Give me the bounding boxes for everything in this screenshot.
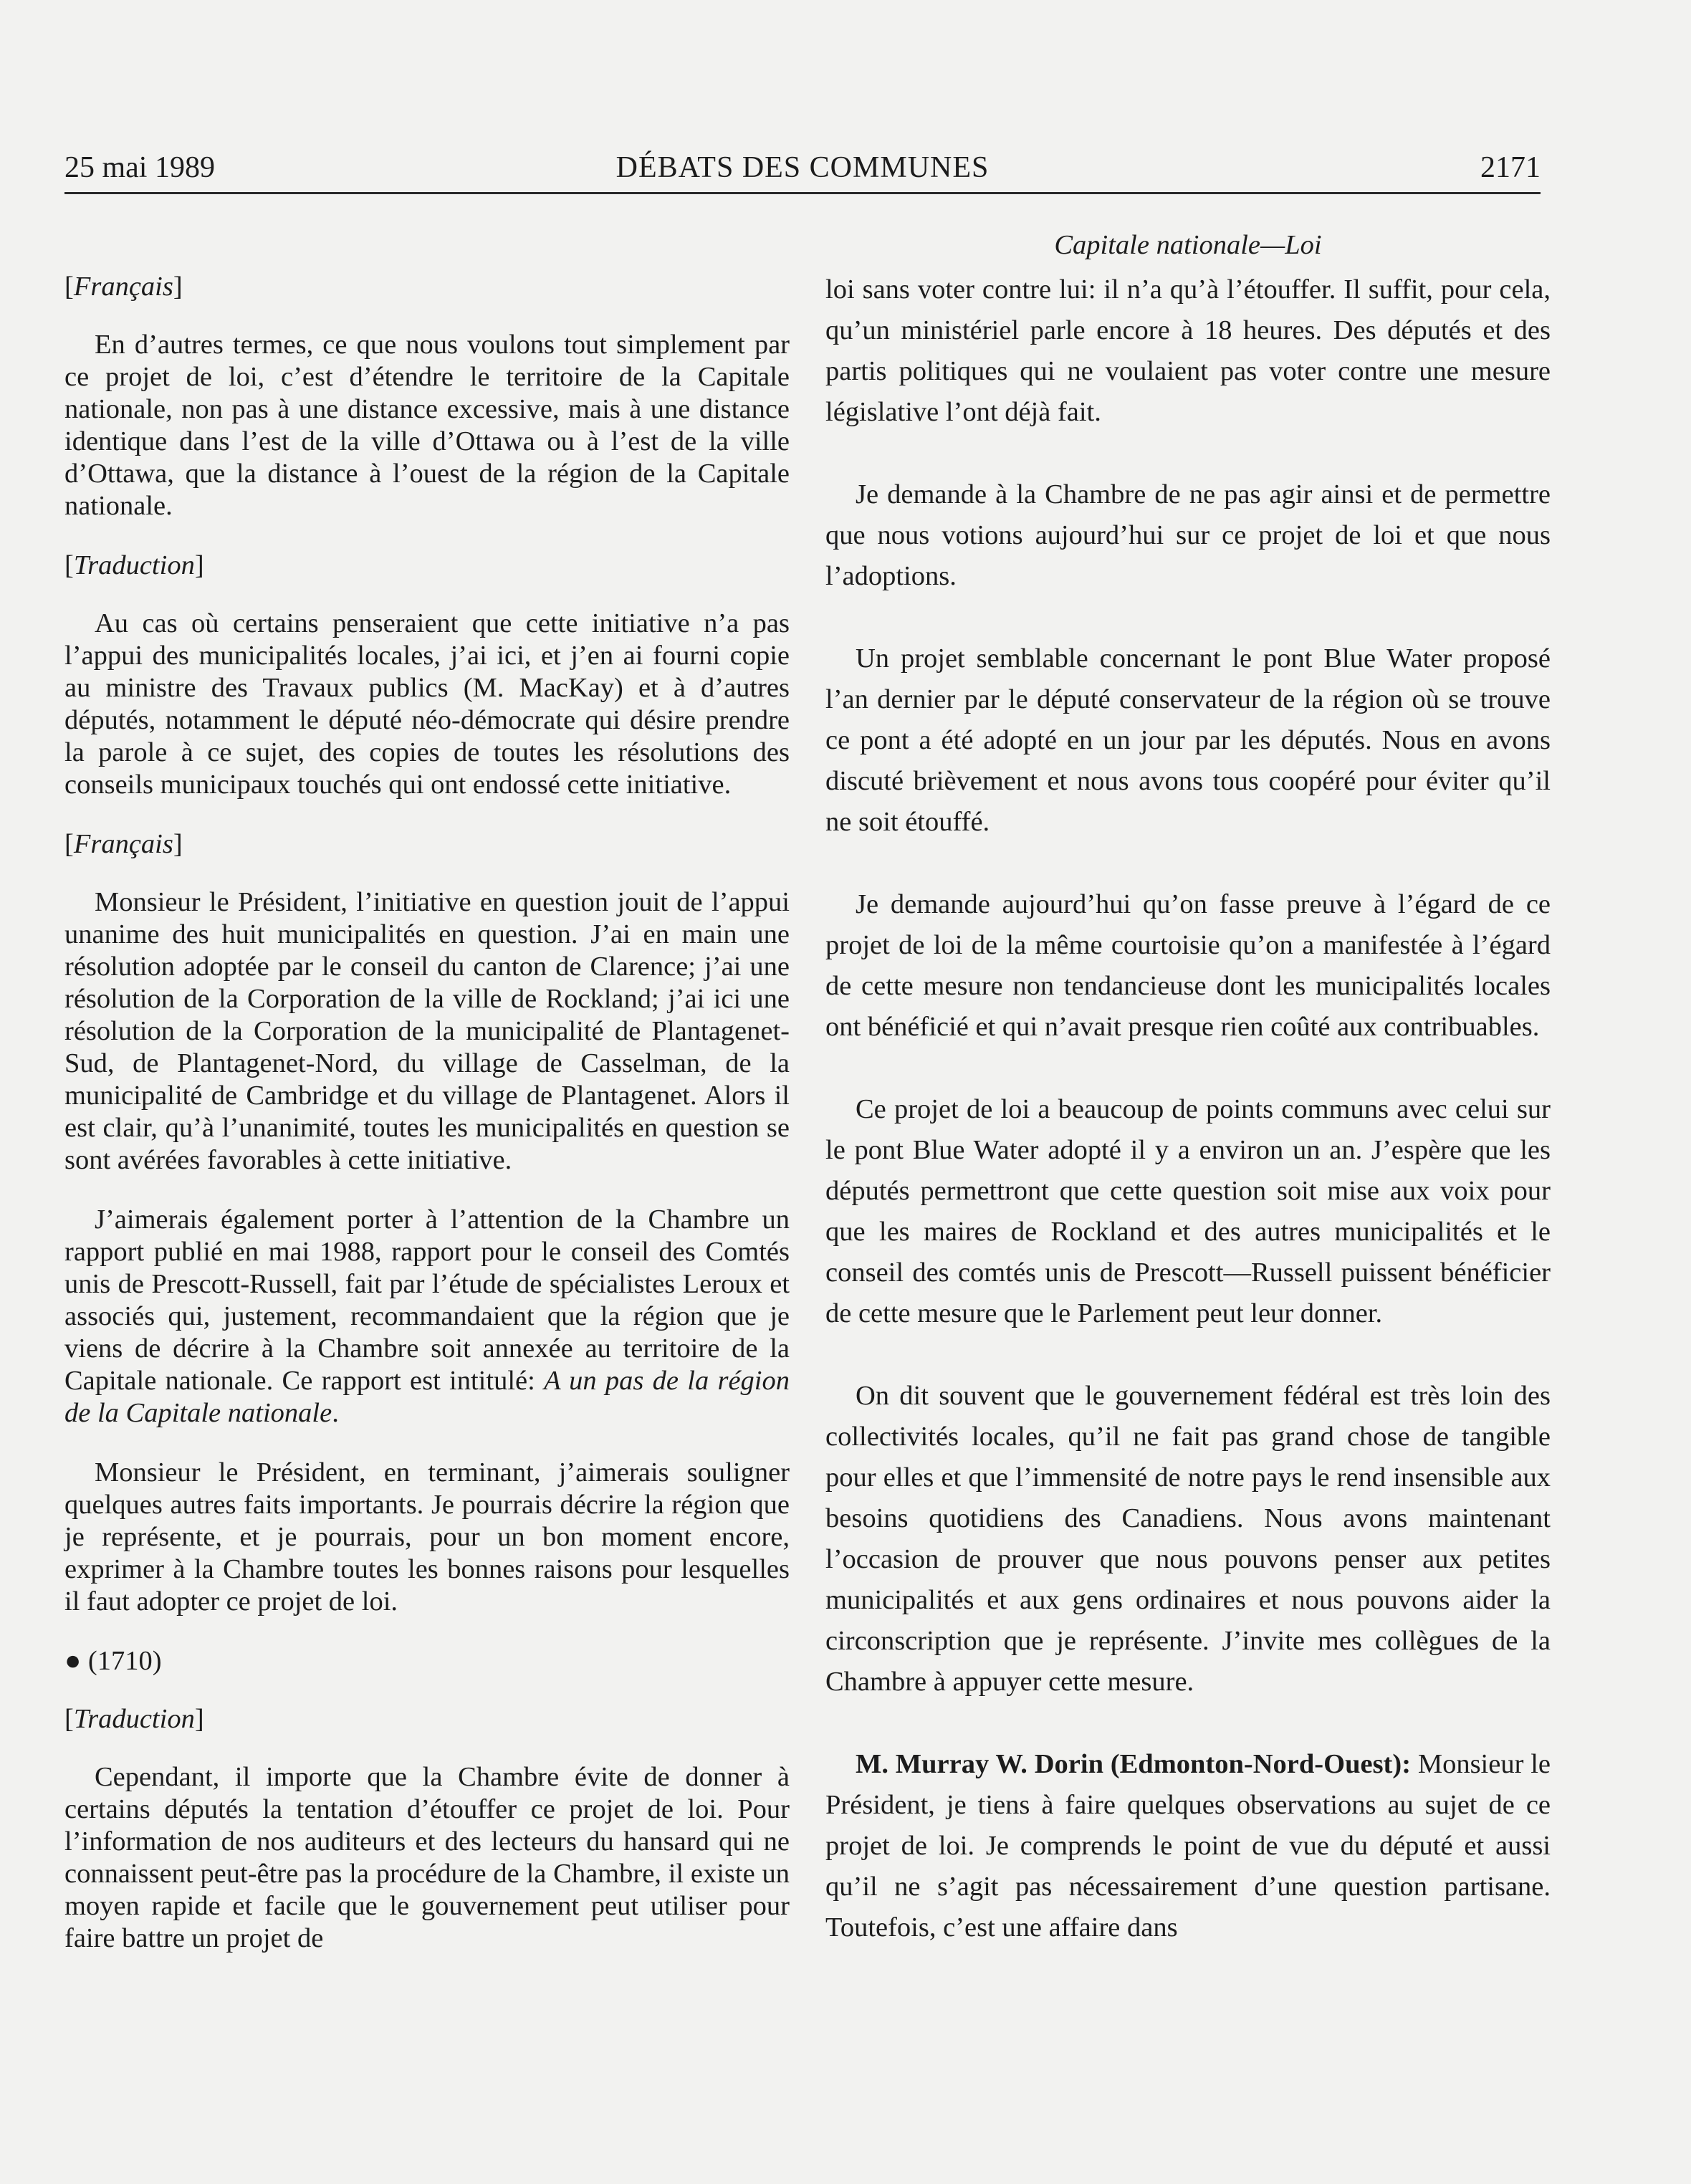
left-column [64, 271, 790, 1982]
header-date: 25 mai 1989 [64, 151, 215, 184]
paragraph: On dit souvent que le gouvernement fédéral est très loin des collectivités locales, qu’il ne fait pas grand chose de tangible pour elles et que l’immensité de notre pays le rend insensible aux besoins quotidiens des Canadiens. Nous avons maintenant l’occasion de prouver que nous pouvons penser aux petites municipalités et aux gens ordinaires et nous pouvons aider la circonscription que je représente. J’invite mes collègues de la Chambre à appuyer cette mesure. [825, 1381, 1551, 1697]
report-title: A un pas de la région de la Capitale nationale [64, 1366, 790, 1428]
running-head: Capitale nationale—Loi [1054, 230, 1322, 260]
right-column [825, 228, 1551, 1990]
paragraph: M. Murray W. Dorin (Edmonton-Nord-Ouest): Monsieur le Président, je tiens à faire quelques observations au sujet de ce projet de loi. Je comprends le point de vue du député et aussi qu’il ne s’agit pas nécessairement d’une question partisane. Toutefois, c’est une affaire dans [825, 1749, 1551, 1943]
language-marker: [Traduction] [64, 550, 204, 580]
page-header [64, 146, 1541, 194]
time-marker: ● (1710) [64, 1646, 162, 1676]
header-page-number: 2171 [1480, 151, 1541, 184]
paragraph: Je demande aujourd’hui qu’on fasse preuve à l’égard de ce projet de loi de la même courtoisie qu’on a manifestée à l’égard de cette mesure non tendancieuse dont les municipalités locales ont bénéficié et qui n’avait presque rien coûté aux contribuables. [825, 889, 1551, 1042]
language-marker: [Français] [64, 272, 183, 302]
speaker-name: M. Murray W. Dorin (Edmonton-Nord-Ouest): [856, 1749, 1412, 1779]
paragraph: Cependant, il importe que la Chambre évite de donner à certains députés la tentation d’étouffer ce projet de loi. Pour l’information de nos auditeurs et des lecteurs du hansard qui ne connaissent peut-être pas la procédure de la Chambre, il existe un moyen rapide et facile que le gouvernement peut utiliser pour faire battre un projet de [64, 1762, 790, 1953]
paragraph: Au cas où certains penseraient que cette initiative n’a pas l’appui des municipalités locales, j’ai ici, et j’en ai fourni copie au ministre des Travaux publics (M. MacKay) et à d’autres députés, notamment le député néo-démocrate qui désire prendre la parole à ce sujet, des copies de toutes les résolutions des conseils municipaux touchés qui ont endossé cette initiative. [64, 608, 790, 800]
paragraph: Monsieur le Président, en terminant, j’aimerais souligner quelques autres faits importants. Je pourrais décrire la région que je représente, et je pourrais, pour un bon moment encore, exprimer à la Chambre toutes les bonnes raisons pour lesquelles il faut adopter ce projet de loi. [64, 1457, 790, 1617]
paragraph: Ce projet de loi a beaucoup de points communs avec celui sur le pont Blue Water adopté il y a environ un an. J’espère que les députés permettront que cette question soit mise aux voix pour que les maires de Rockland et des autres municipalités et le conseil des comtés unis de Prescott—Russell puissent bénéficier de cette mesure que le Parlement peut leur donner. [825, 1094, 1551, 1328]
paragraph: En d’autres termes, ce que nous voulons tout simplement par ce projet de loi, c’est d’étendre le territoire de la Capitale nationale, non pas à une distance excessive, mais à une distance identique dans l’est de la ville d’Ottawa ou à l’est de la ville d’Ottawa, que la distance à l’ouest de la région de la Capitale nationale. [64, 330, 790, 521]
paragraph: J’aimerais également porter à l’attention de la Chambre un rapport publié en mai 1988, rapport pour le conseil des Comtés unis de Prescott-Russell, fait par l’étude de spécialistes Leroux et associés qui, justement, recommandaient que la région que je viens de décrire à la Chambre soit annexée au territoire de la Capitale nationale. Ce rapport est intitulé: A un pas de la région de la Capitale nationale. [64, 1204, 790, 1428]
language-marker: [Français] [64, 829, 183, 859]
paragraph: loi sans voter contre lui: il n’a qu’à l’étouffer. Il suffit, pour cela, qu’un ministériel parle encore à 18 heures. Des députés et des partis politiques qui ne voulaient pas voter contre une mesure législative l’ont déjà fait. [825, 274, 1551, 427]
language-marker: [Traduction] [64, 1704, 204, 1734]
paragraph: Je demande à la Chambre de ne pas agir ainsi et de permettre que nous votions aujourd’hui sur ce projet de loi et que nous l’adoptions. [825, 479, 1551, 591]
header-title: DÉBATS DES COMMUNES [615, 151, 990, 184]
paragraph: Monsieur le Président, l’initiative en question jouit de l’appui unanime des huit municipalités en question. J’ai en main une résolution adoptée par le conseil du canton de Clarence; j’ai une résolution de la Corporation de la ville de Rockland; j’ai ici une résolution de la Corporation de la municipalité de Plantagenet-Sud, de Plantagenet-Nord, du village de Casselman, de la municipalité de Cambridge et du village de Plantagenet. Alors il est clair, qu’à l’unanimité, toutes les municipalités en question se sont avérées favorables à cette initiative. [64, 887, 790, 1175]
paragraph: Un projet semblable concernant le pont Blue Water proposé l’an dernier par le député conservateur de la région où se trouve ce pont a été adopté en un jour par les députés. Nous en avons discuté brièvement et nous avons tous coopéré pour éviter qu’il ne soit étouffé. [825, 643, 1551, 837]
